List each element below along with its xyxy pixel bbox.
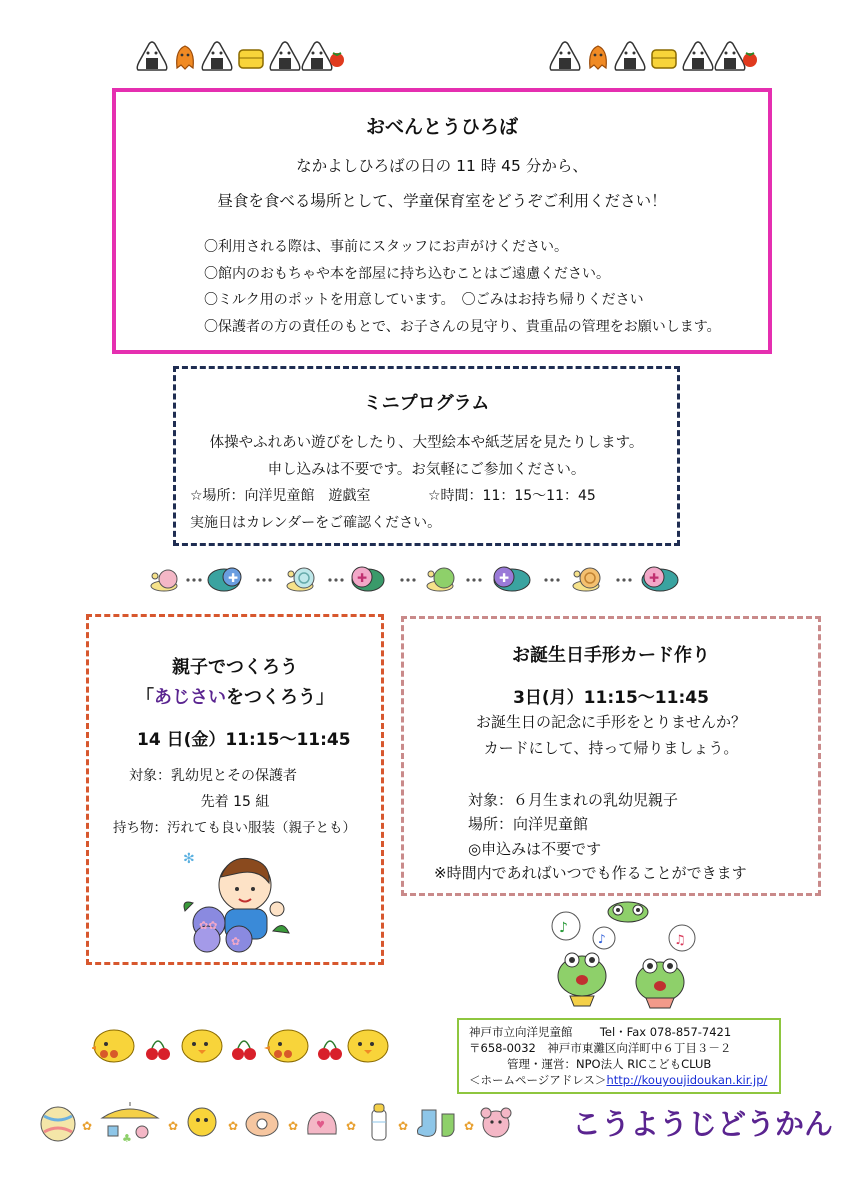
chick-icon (92, 1030, 134, 1062)
birthday-target: 対象：６月生まれの乳幼児親子 (468, 791, 679, 809)
mobile-icon (102, 1102, 158, 1145)
svg-text:♪: ♪ (559, 920, 568, 936)
svg-text:♫: ♫ (674, 933, 686, 948)
contact-operator: 管理・運営：NPO法人 RICこどもCLUB (507, 1057, 712, 1071)
contact-name: 神戸市立向洋児童館 (469, 1025, 573, 1039)
onigiri-icon (270, 42, 300, 70)
contact-box (457, 1018, 781, 1094)
mini-program-title: ミニプログラム (363, 393, 490, 414)
mini-program-time: ☆時間：11：15〜11：45 (428, 488, 596, 504)
oyako-limit: 先着 15 組 (200, 794, 270, 810)
oyako-box (86, 614, 384, 965)
contact-tel: Tel・Fax 078-857-7421 (599, 1025, 732, 1039)
obento-note: 〇館内のおもちゃや本を部屋に持ち込むことはご遠慮ください。 (204, 265, 610, 282)
svg-text:✻: ✻ (183, 851, 195, 867)
top-right-decoration (548, 38, 758, 74)
oyako-subtitle-highlight: あじさい (154, 687, 226, 708)
dots (544, 578, 559, 581)
contact-hp-label: ＜ホームページアドレス＞ (469, 1073, 607, 1087)
chick-icon (348, 1030, 388, 1062)
obento-lead-2: 昼食を食べる場所として、学童保育室をどうぞご利用ください！ (217, 192, 667, 210)
ball-icon (41, 1107, 75, 1141)
obento-note: 〇ミルク用のポットを用意しています。 〇ごみはお持ち帰りください (204, 292, 644, 308)
obento-note: 〇保護者の方の責任のもとで、お子さんの見守り、貴重品の管理をお願いします。 (204, 318, 721, 335)
baby-goods-decoration (38, 1100, 566, 1146)
onigiri-icon (202, 42, 232, 70)
dots (466, 578, 481, 581)
homepage-link[interactable]: http://kouyoujidoukan.kir.jp/ (606, 1073, 768, 1087)
snail-icon (573, 568, 600, 591)
mini-program-place: ☆場所：向洋児童館 遊戯室 (190, 488, 371, 504)
svg-text:✿✿: ✿✿ (199, 919, 218, 932)
sock-icon (418, 1110, 455, 1136)
hydrangea-icon (352, 567, 384, 591)
birthday-line-2: カードにして、持って帰りましょう。 (483, 739, 739, 757)
dots (256, 578, 271, 581)
flower-icon: ✿ (228, 1119, 239, 1133)
hydrangea-icon (208, 568, 241, 591)
snail-icon (427, 568, 454, 591)
tamagoyaki-icon (652, 50, 676, 68)
oyako-target: 対象：乳幼児とその保護者 (129, 768, 297, 784)
svg-text:♪: ♪ (598, 932, 606, 946)
birthday-apply: ◎申込みは不要です (468, 840, 602, 858)
onigiri-icon (683, 42, 713, 70)
flower-icon: ✿ (398, 1119, 409, 1133)
flower-icon: ✿ (346, 1119, 357, 1133)
chick-icon (264, 1030, 308, 1062)
obento-notes (204, 234, 721, 340)
tamagoyaki-icon (239, 50, 263, 68)
snail-icon (151, 570, 177, 591)
cherry-icon (146, 1041, 170, 1060)
frog-icon (558, 953, 606, 1006)
rattle-icon (188, 1108, 216, 1136)
birthday-title: お誕生日手形カード作り (512, 645, 710, 666)
hydrangea-icon (494, 567, 530, 591)
svg-text:✚: ✚ (228, 571, 239, 585)
cherry-icon (232, 1041, 256, 1060)
svg-text:♣: ♣ (122, 1132, 132, 1145)
birthday-place: 場所：向洋児童館 (468, 815, 589, 833)
birthday-date: 3日(月）11:15〜11:45 (513, 688, 709, 708)
hydrangea-icon (642, 567, 678, 591)
singing-frogs-illustration (548, 898, 708, 1010)
onigiri-icon (302, 42, 332, 70)
svg-text:✿: ✿ (231, 935, 241, 948)
onigiri-icon (137, 42, 167, 70)
obake-icon (590, 46, 607, 69)
top-left-decoration (135, 38, 345, 74)
onigiri-icon (615, 42, 645, 70)
mini-program-line-2: 申し込みは不要です。お気軽にご参加ください。 (267, 462, 586, 478)
frog-icon (608, 902, 648, 922)
obento-note: 〇利用される際は、事前にスタッフにお声がけください。 (204, 239, 568, 255)
flower-icon: ✿ (168, 1119, 179, 1133)
dots (400, 578, 415, 581)
obake-icon (177, 46, 194, 69)
oyako-bring: 持ち物：汚れても良い服装（親子とも） (113, 820, 356, 836)
footer-title: こうようじどうかん (572, 1107, 834, 1141)
bib-icon (246, 1112, 278, 1136)
bottle-icon (372, 1104, 386, 1140)
flower-icon: ✿ (288, 1119, 299, 1133)
tomato-icon (330, 53, 344, 67)
flower-icon: ✿ (464, 1119, 475, 1133)
svg-text:✚: ✚ (357, 571, 368, 585)
tomato-icon (743, 53, 757, 67)
bear-icon (481, 1108, 511, 1137)
svg-text:♥: ♥ (316, 1120, 325, 1131)
birthday-line-1: お誕生日の記念に手形をとりませんか？ (475, 713, 746, 731)
oyako-title: 親子でつくろう (172, 657, 298, 678)
dots (616, 578, 631, 581)
oyako-subtitle-rest: をつくろう」 (226, 687, 334, 708)
mini-program-calendar: 実施日はカレンダーをご確認ください。 (190, 515, 442, 531)
oyako-subtitle-open: 「 (136, 687, 154, 708)
obento-title: おべんとうひろば (365, 116, 518, 138)
dots (328, 578, 343, 581)
onigiri-icon (715, 42, 745, 70)
cherry-icon (318, 1041, 342, 1060)
birthday-box (401, 616, 821, 896)
oyako-date: 14 日(金）11:15〜11:45 (137, 730, 351, 750)
svg-text:✚: ✚ (649, 571, 660, 585)
contact-address: 〒658-0032 神戸市東灘区向洋町中６丁目３－２ (469, 1041, 732, 1055)
chick-cherry-decoration (92, 1022, 392, 1066)
frog-icon (636, 959, 684, 1008)
snail-icon (287, 568, 314, 591)
dots (186, 578, 201, 581)
mini-program-box (173, 366, 680, 546)
oyako-subtitle (89, 683, 381, 709)
mini-program-line-1: 体操やふれあい遊びをしたり、大型絵本や紙芝居を見たりします。 (209, 435, 644, 451)
flower-icon: ✿ (82, 1119, 93, 1133)
svg-text:✚: ✚ (499, 571, 510, 585)
birthday-anytime: ※時間内であればいつでも作ることができます (434, 864, 747, 882)
obento-box (112, 88, 772, 354)
shoe-icon (308, 1112, 336, 1134)
snail-divider (150, 562, 772, 594)
chick-icon (182, 1030, 222, 1062)
onigiri-icon (550, 42, 580, 70)
boy-with-hydrangea-illustration (179, 849, 299, 953)
obento-lead-1: なかよしひろばの日の 11 時 45 分から、 (296, 157, 588, 175)
